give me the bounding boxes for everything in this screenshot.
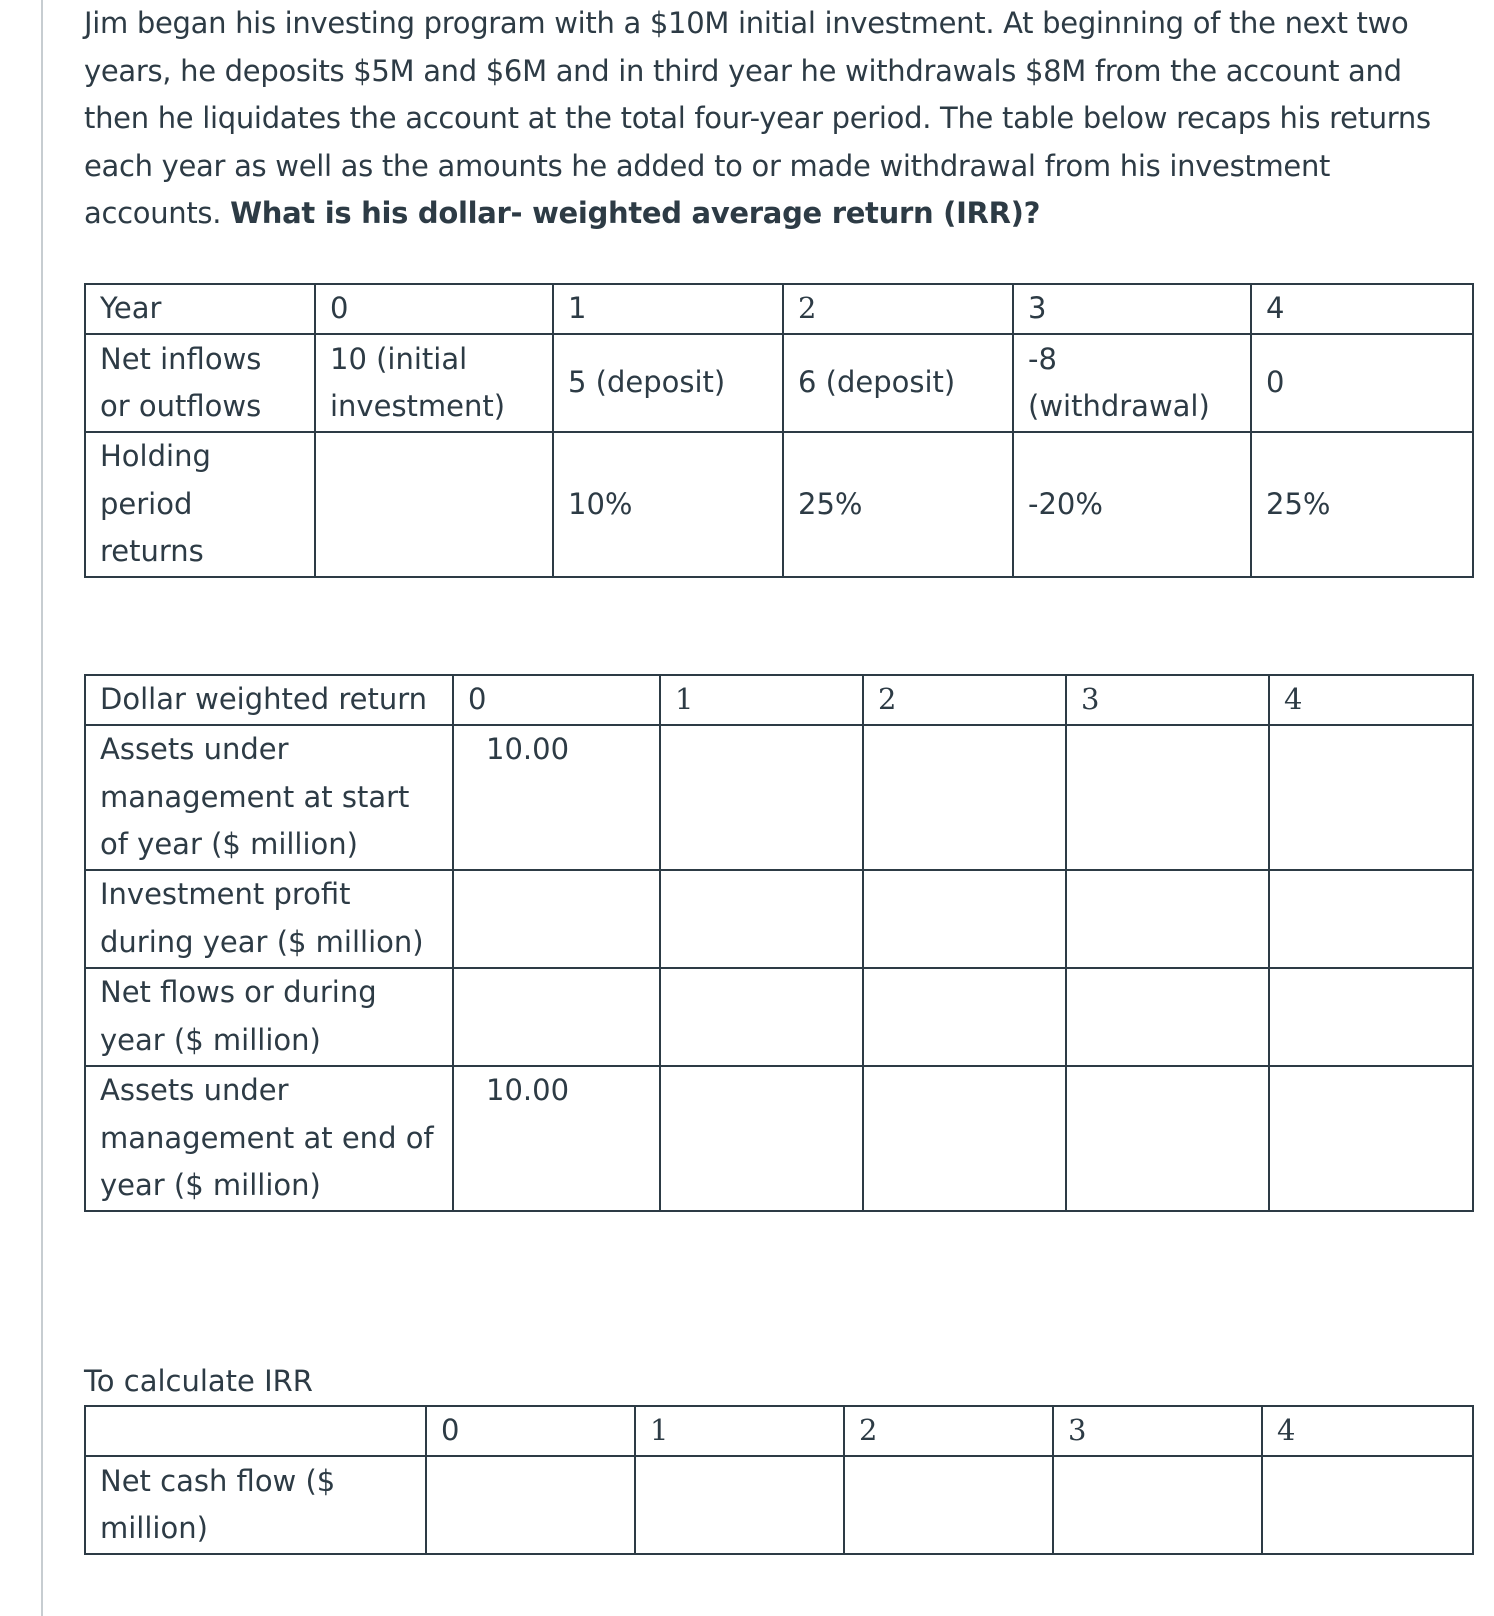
table-cell: 3 <box>1013 284 1251 334</box>
answer-cell[interactable] <box>453 870 660 968</box>
table-cell: 1 <box>660 675 863 725</box>
table-cell: Holding period returns <box>85 432 315 577</box>
table-row <box>85 1406 1473 1456</box>
table-cell: 10% <box>553 432 783 577</box>
table-cell <box>315 432 553 577</box>
table-row <box>85 432 1473 577</box>
table-cell: Net inflows or outflows <box>85 334 315 432</box>
answer-cell[interactable] <box>1269 725 1473 870</box>
answer-cell[interactable] <box>863 1066 1066 1211</box>
table-cell <box>85 1406 426 1456</box>
answer-cell[interactable] <box>453 968 660 1066</box>
table-cell: 3 <box>1053 1406 1262 1456</box>
table-cell: -20% <box>1013 432 1251 577</box>
table-cell: 2 <box>844 1406 1053 1456</box>
answer-cell[interactable] <box>426 1456 635 1554</box>
table-row <box>85 334 1473 432</box>
answer-cell[interactable] <box>1066 725 1269 870</box>
table-cell: Assets under management at end of year ($ million) <box>85 1066 453 1211</box>
irr-section-label: To calculate IRR <box>84 1364 313 1398</box>
answer-cell[interactable] <box>660 725 863 870</box>
table-cell: 2 <box>863 675 1066 725</box>
table-row <box>85 968 1473 1066</box>
table-cell: Dollar weighted return <box>85 675 453 725</box>
table-cell: Investment profit during year ($ million) <box>85 870 453 968</box>
table-row <box>85 725 1473 870</box>
table-cell: 6 (deposit) <box>783 334 1013 432</box>
table-cell: 5 (deposit) <box>553 334 783 432</box>
table-cell: 25% <box>783 432 1013 577</box>
table-cell: -8 (withdrawal) <box>1013 334 1251 432</box>
table-cell: 1 <box>553 284 783 334</box>
table-cell: 25% <box>1251 432 1473 577</box>
table-cell: 0 <box>1251 334 1473 432</box>
table-cell: Net cash flow ($ million) <box>85 1456 426 1554</box>
answer-cell[interactable] <box>1269 968 1473 1066</box>
table-cell: 10.00 <box>453 1066 660 1211</box>
table-cell: 10 (initial investment) <box>315 334 553 432</box>
answer-cell[interactable] <box>660 1066 863 1211</box>
answer-cell[interactable] <box>863 725 1066 870</box>
answer-cell[interactable] <box>1066 870 1269 968</box>
table-cell: 4 <box>1262 1406 1473 1456</box>
answer-cell[interactable] <box>1053 1456 1262 1554</box>
answer-cell[interactable] <box>863 870 1066 968</box>
question-text <box>84 0 1474 238</box>
table-cell: 0 <box>453 675 660 725</box>
table-row <box>85 284 1473 334</box>
table-cell: 2 <box>783 284 1013 334</box>
answer-cell[interactable] <box>844 1456 1053 1554</box>
answer-cell[interactable] <box>863 968 1066 1066</box>
answer-cell[interactable] <box>1262 1456 1473 1554</box>
dollar-weighted-return-table <box>84 674 1474 1212</box>
table-cell: 4 <box>1251 284 1473 334</box>
table-cell: Year <box>85 284 315 334</box>
table-cell: Net flows or during year ($ million) <box>85 968 453 1066</box>
answer-cell[interactable] <box>1066 1066 1269 1211</box>
table-row <box>85 1066 1473 1211</box>
table-cell: 0 <box>426 1406 635 1456</box>
table-cell: 3 <box>1066 675 1269 725</box>
left-border-rule <box>41 0 43 1616</box>
table-cell: 10.00 <box>453 725 660 870</box>
answer-cell[interactable] <box>1269 870 1473 968</box>
answer-cell[interactable] <box>1269 1066 1473 1211</box>
answer-cell[interactable] <box>660 968 863 1066</box>
table-row <box>85 870 1473 968</box>
irr-cash-flow-table <box>84 1405 1474 1555</box>
table-row <box>85 675 1473 725</box>
answer-cell[interactable] <box>660 870 863 968</box>
table-cell: 1 <box>635 1406 844 1456</box>
table-cell: 4 <box>1269 675 1473 725</box>
table-cell: 0 <box>315 284 553 334</box>
table-cell: Assets under management at start of year ($ million) <box>85 725 453 870</box>
investment-data-table <box>84 283 1474 578</box>
answer-cell[interactable] <box>1066 968 1269 1066</box>
table-row <box>85 1456 1473 1554</box>
question-prompt: What is his dollar- weighted average return (IRR)? <box>230 196 1041 230</box>
question-body: Jim began his investing program with a $10M initial investment. At beginning of the next two years, he deposits $5M and $6M and in third year he withdrawals $8M from the account and then he liquidates the account at the total four-year period. The table below recaps his returns each year as well as the amounts he added to or made withdrawal from his investment accounts. <box>84 6 1431 230</box>
answer-cell[interactable] <box>635 1456 844 1554</box>
